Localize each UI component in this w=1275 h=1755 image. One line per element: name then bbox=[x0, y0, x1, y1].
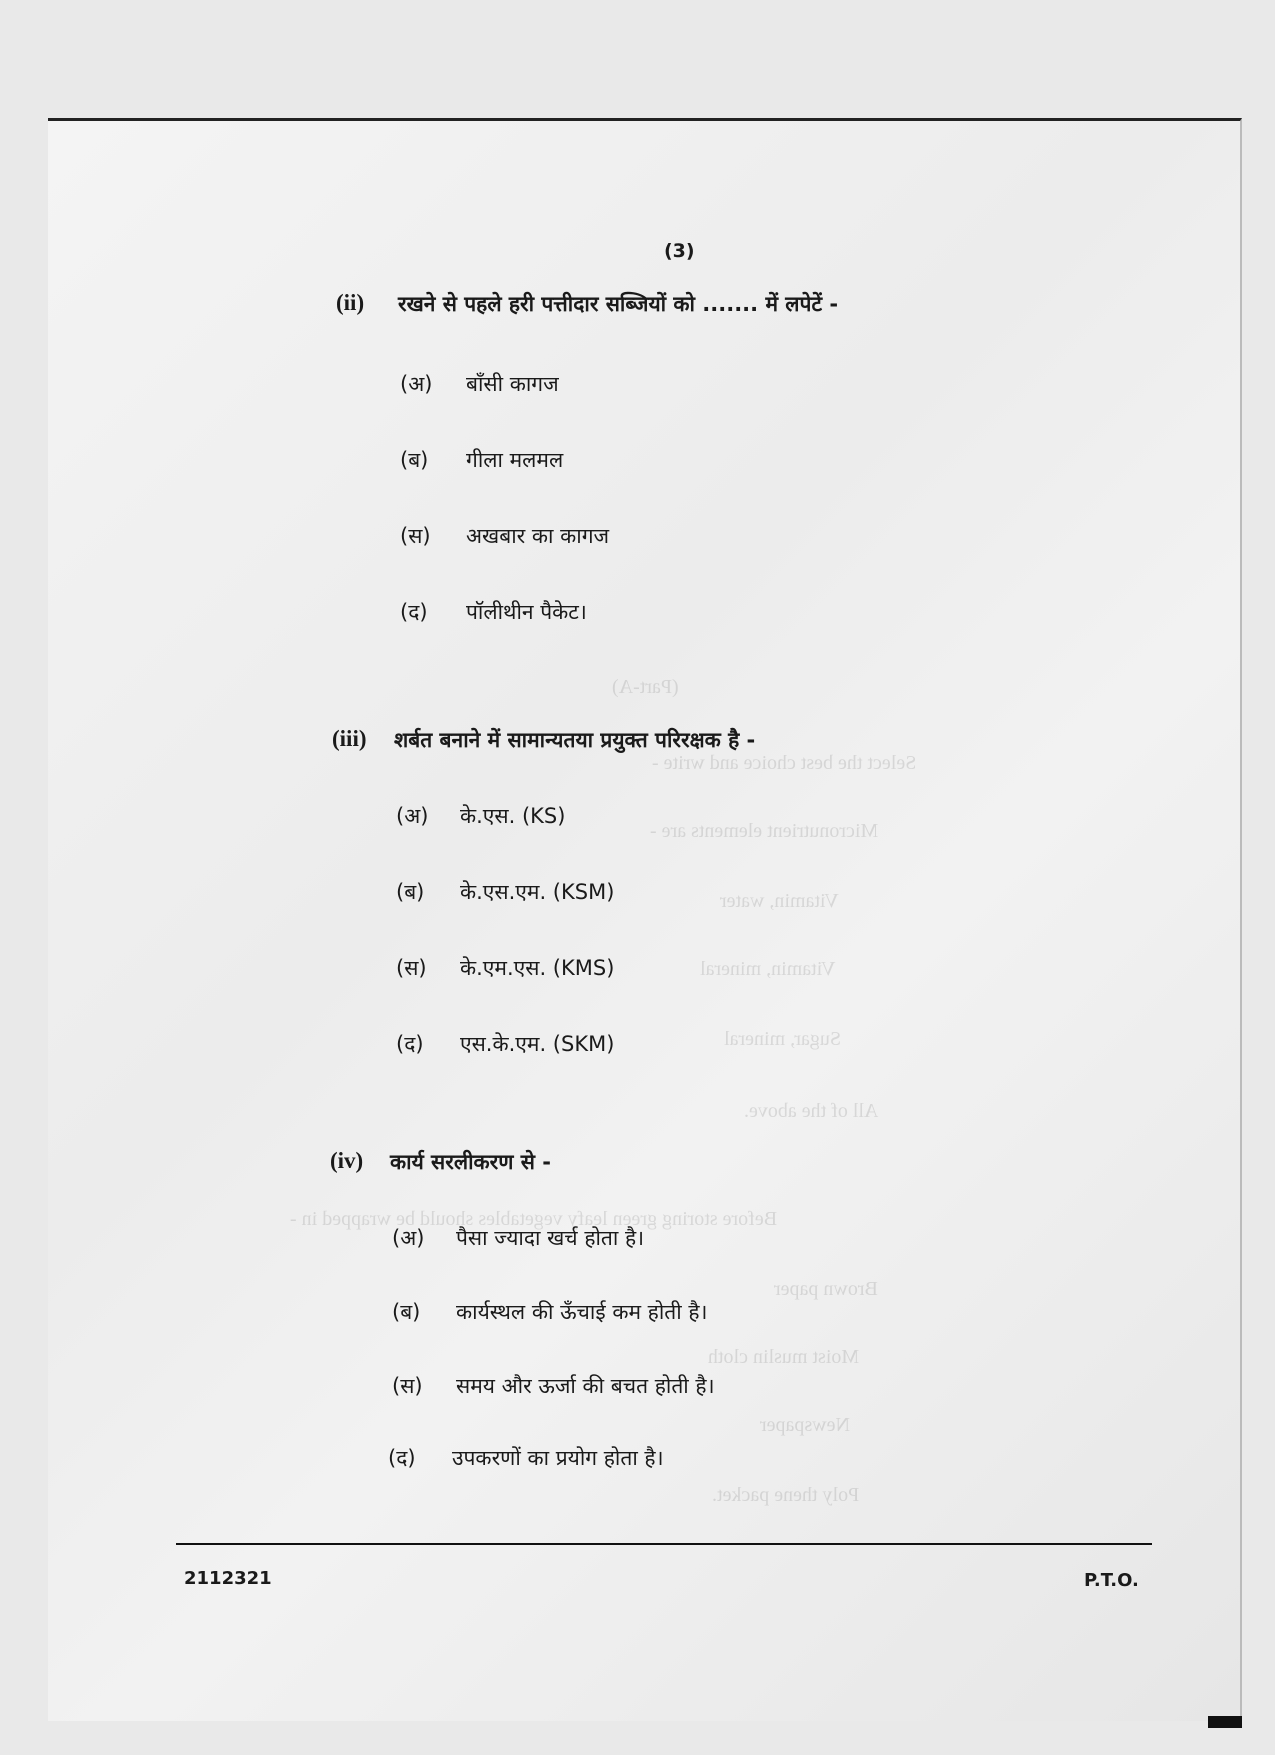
footer-divider bbox=[176, 1543, 1152, 1545]
question-number: (ii) bbox=[336, 290, 365, 315]
question-text: रखने से पहले हरी पत्तीदार सब्जियों को ....... में लपेटें - bbox=[398, 292, 839, 316]
option-text: अखबार का कागज bbox=[466, 524, 610, 548]
option-text: कार्यस्थल की ऊँचाई कम होती है। bbox=[456, 1300, 708, 1324]
option-text: एस.के.एम. (SKM) bbox=[460, 1032, 615, 1056]
option-text: गीला मलमल bbox=[466, 448, 564, 472]
option-text: पैसा ज्यादा खर्च होता है। bbox=[456, 1226, 645, 1250]
option-text: पॉलीथीन पैकेट। bbox=[466, 600, 587, 624]
scan-corner-mark bbox=[1208, 1716, 1242, 1728]
option-label: (ब) bbox=[400, 448, 429, 472]
exam-page bbox=[48, 118, 1242, 1721]
option-text: उपकरणों का प्रयोग होता है। bbox=[452, 1446, 664, 1470]
show-through-q2-a: Brown paper bbox=[774, 1278, 878, 1300]
show-through-q2-c: Newspaper bbox=[760, 1414, 850, 1436]
please-turn-over: P.T.O. bbox=[1084, 1570, 1139, 1591]
option-label: (स) bbox=[400, 524, 431, 548]
option-label: (स) bbox=[396, 956, 427, 980]
option-label: (स) bbox=[392, 1374, 423, 1398]
option-text: के.एस. (KS) bbox=[460, 804, 566, 828]
show-through-q1: Micronutrient elements are - bbox=[650, 820, 879, 842]
show-through-q1-a: Vitamin, water bbox=[720, 890, 839, 912]
option-label: (अ) bbox=[392, 1226, 425, 1250]
show-through-part-a: (Part-A) bbox=[612, 676, 679, 698]
page-number: (3) bbox=[664, 240, 695, 262]
option-text: समय और ऊर्जा की बचत होती है। bbox=[456, 1374, 715, 1398]
question-number: (iv) bbox=[330, 1148, 364, 1173]
option-text: बाँसी कागज bbox=[466, 372, 559, 396]
show-through-q1-b: Vitamin, mineral bbox=[700, 958, 836, 980]
show-through-instruction: Select the best choice and write - bbox=[652, 752, 917, 774]
paper-code: 2112321 bbox=[184, 1568, 272, 1589]
show-through-q2-d: Poly thene packet. bbox=[712, 1484, 860, 1506]
option-label: (द) bbox=[396, 1032, 424, 1056]
show-through-q1-d: All of the above. bbox=[744, 1100, 879, 1122]
question-number: (iii) bbox=[332, 726, 367, 751]
option-label: (ब) bbox=[396, 880, 425, 904]
show-through-q2-b: Moist muslin cloth bbox=[708, 1346, 860, 1368]
option-text: के.एम.एस. (KMS) bbox=[460, 956, 615, 980]
show-through-q2: Before storing green leafy vegetables should be wrapped in - bbox=[290, 1208, 778, 1230]
option-label: (अ) bbox=[400, 372, 433, 396]
option-label: (द) bbox=[400, 600, 428, 624]
question-text: शर्बत बनाने में सामान्यतया प्रयुक्त परिरक्षक है - bbox=[394, 728, 756, 752]
option-label: (द) bbox=[388, 1446, 416, 1470]
option-text: के.एस.एम. (KSM) bbox=[460, 880, 615, 904]
question-text: कार्य सरलीकरण से - bbox=[390, 1150, 551, 1174]
option-label: (अ) bbox=[396, 804, 429, 828]
option-label: (ब) bbox=[392, 1300, 421, 1324]
show-through-q1-c: Sugar, mineral bbox=[724, 1028, 841, 1050]
